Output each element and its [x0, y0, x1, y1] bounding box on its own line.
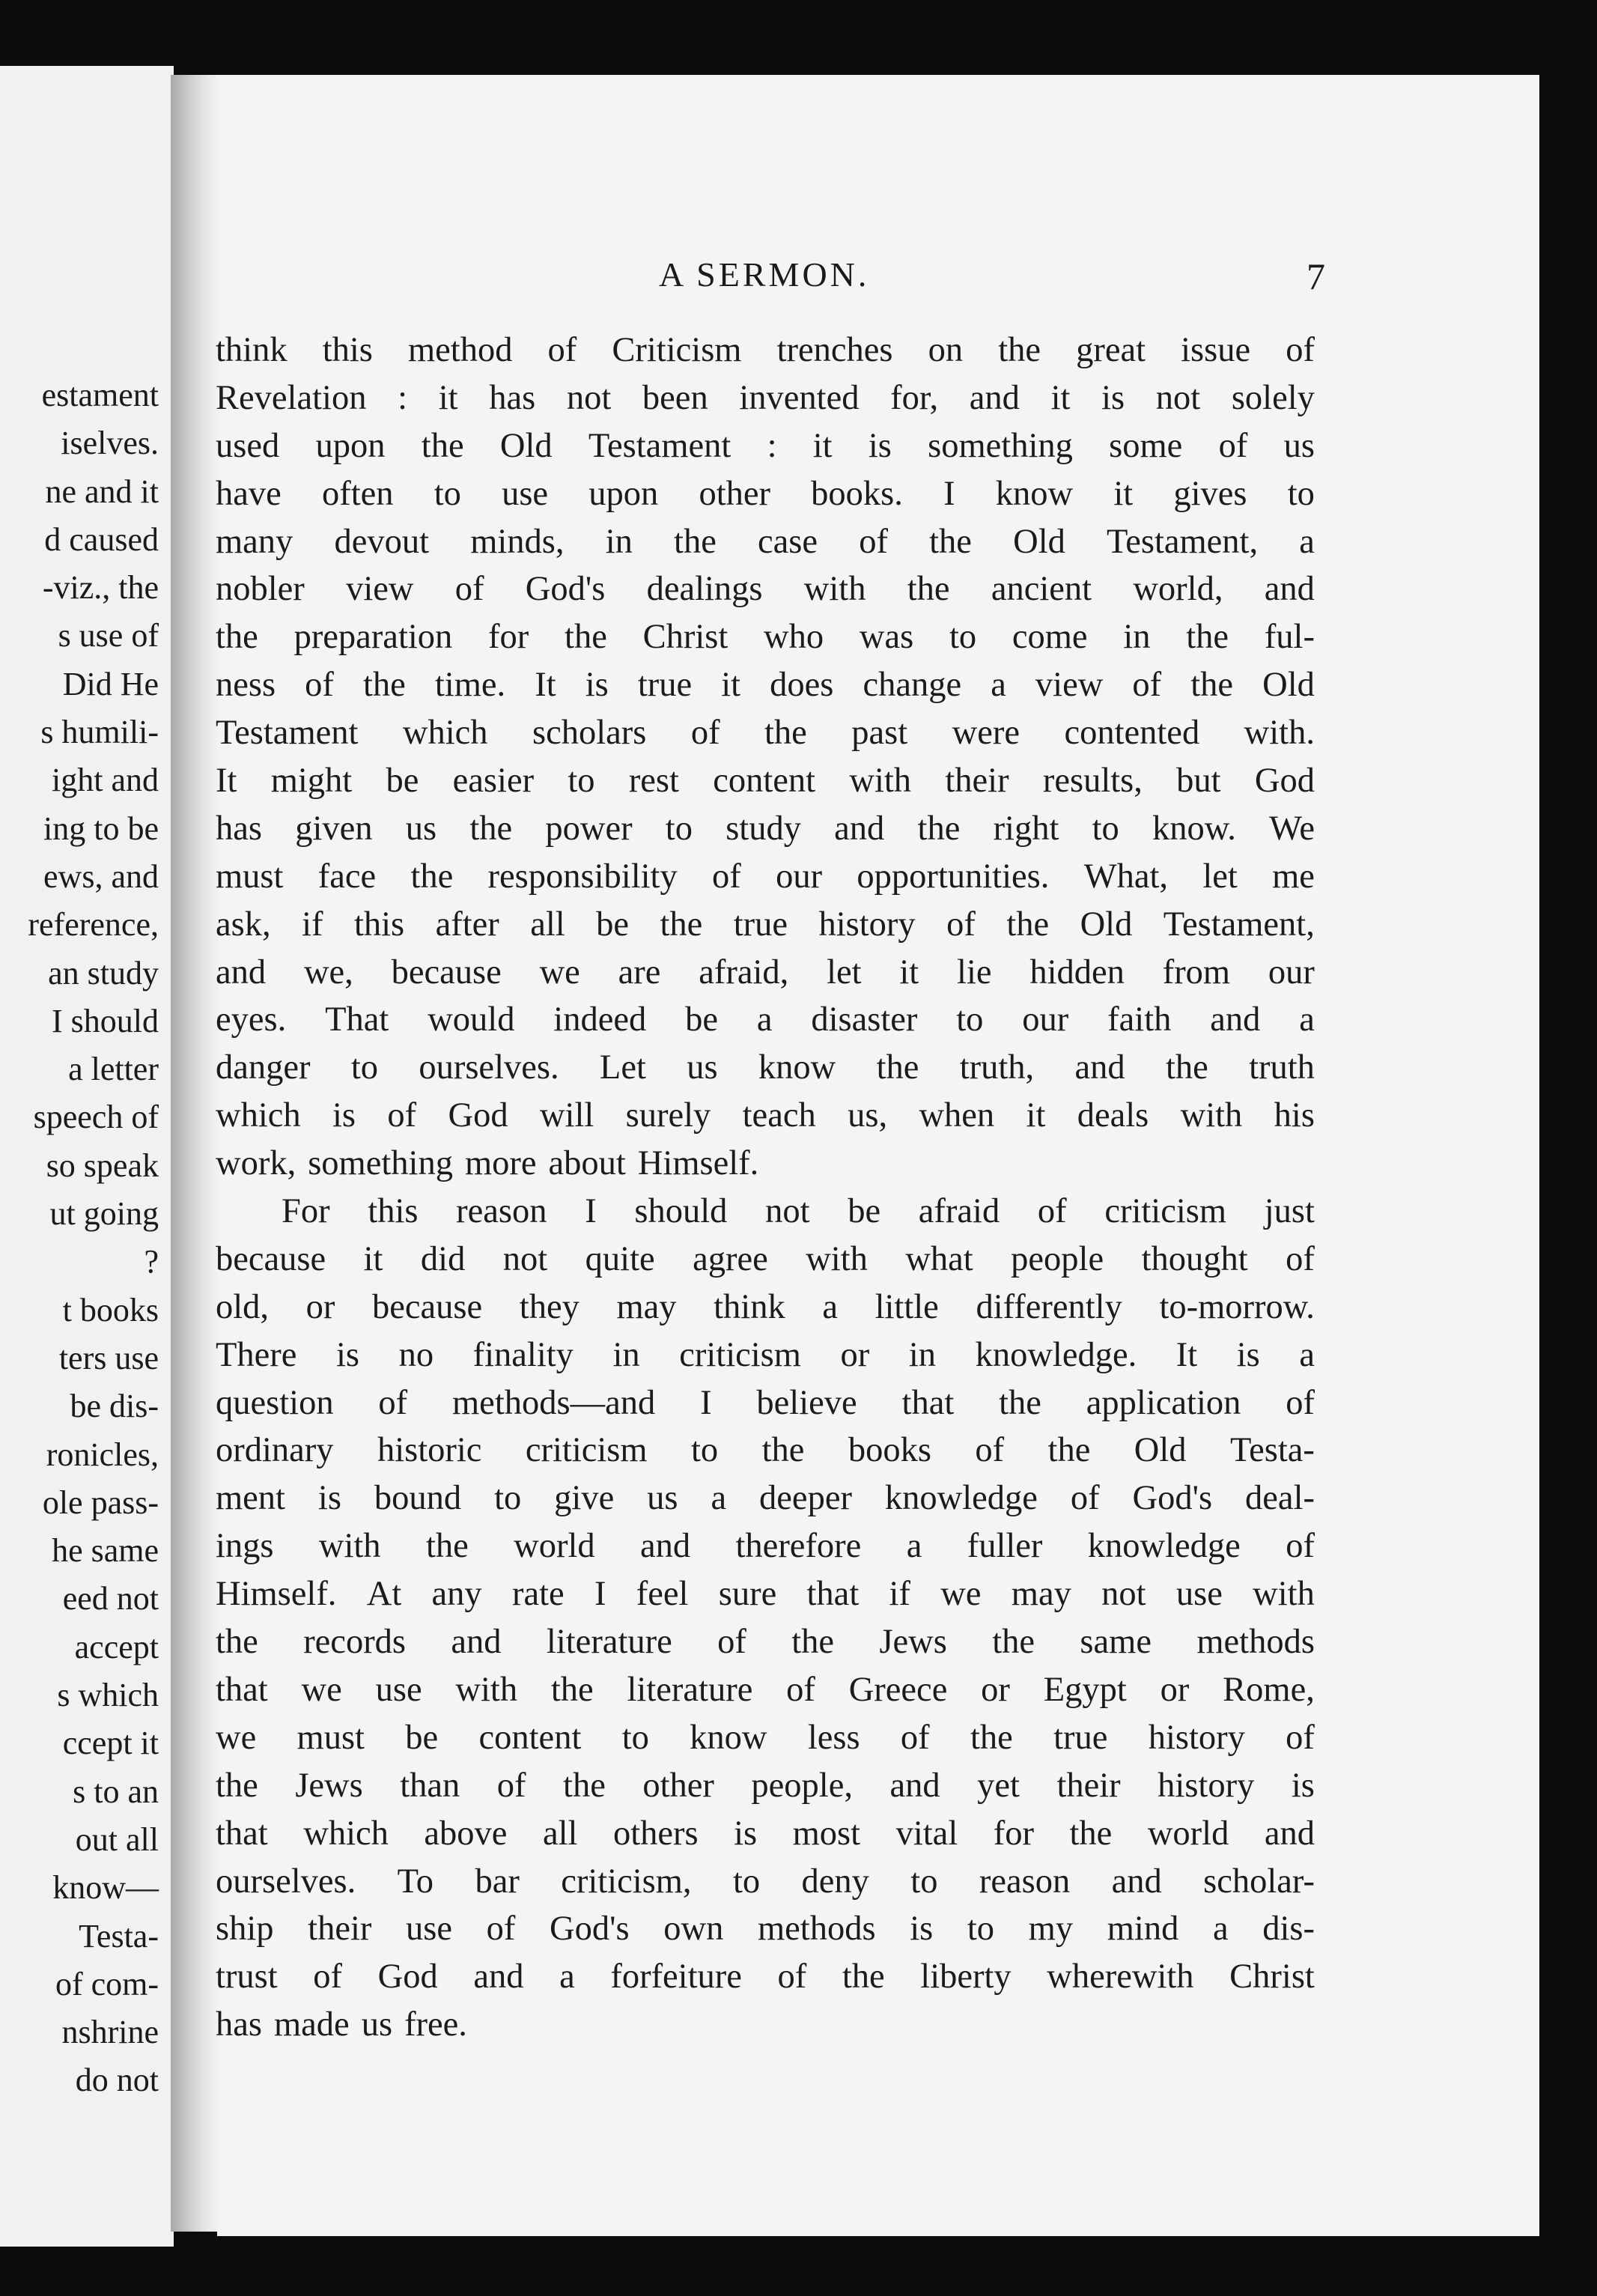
text-line: question of methods—and I believe that the application of [216, 1383, 1315, 1422]
left-page-line: d caused [44, 520, 159, 558]
text-line: work, something more about Himself. [216, 1144, 759, 1183]
left-page-line: ccept it [62, 1725, 159, 1762]
text-line: ness of the time. It is true it does change a view of the Old [216, 666, 1315, 705]
left-page-line: t books [62, 1291, 159, 1328]
text-line: danger to ourselves. Let us know the truth, and the truth [216, 1048, 1315, 1087]
text-line: ordinary historic criticism to the books of the Old Testa- [216, 1431, 1315, 1470]
left-page-line: s use of [58, 617, 159, 655]
text-line: have often to use upon other books. I know it gives to [216, 474, 1315, 513]
text-line: ask, if this after all be the true history of the Old Testament, [216, 905, 1315, 944]
text-line: has made us free. [216, 2005, 467, 2044]
left-page-line: Did He [62, 665, 159, 702]
text-line: because it did not quite agree with what people thought of [216, 1239, 1315, 1278]
left-page-text [0, 371, 159, 2105]
text-line: the records and literature of the Jews the same methods [216, 1623, 1315, 1662]
left-page-line: be dis- [70, 1388, 159, 1425]
text-line: that we use with the literature of Greece or Egypt or Rome, [216, 1670, 1315, 1709]
text-line: that which above all others is most vital for the world and [216, 1814, 1315, 1853]
text-line: eyes. That would indeed be a disaster to our faith and a [216, 1000, 1315, 1039]
text-line: ment is bound to give us a deeper knowledge of God's deal- [216, 1479, 1315, 1518]
left-page-line: ters use [58, 1339, 159, 1376]
text-line: nobler view of God's dealings with the ancient world, and [216, 570, 1315, 609]
body-text [216, 327, 1315, 2049]
text-line: ourselves. To bar criticism, to deny to reason and scholar- [216, 1862, 1315, 1901]
left-page-line: ut going [49, 1195, 159, 1233]
left-page-line: I should [52, 1002, 159, 1039]
text-line: Revelation : it has not been invented for, and it is not solely [216, 378, 1315, 417]
text-line: trust of God and a forfeiture of the liberty wherewith Christ [216, 1958, 1315, 1996]
left-page-line: ews, and [43, 857, 159, 895]
page-number: 7 [1307, 255, 1325, 297]
left-page-line: an study [48, 954, 159, 991]
paragraph [216, 327, 1315, 1188]
left-page-line: speech of [33, 1099, 159, 1136]
text-line: which is of God will surely teach us, when it deals with his [216, 1096, 1315, 1135]
book-gutter [171, 75, 220, 2232]
text-line: the preparation for the Christ who was to come in the ful- [216, 618, 1315, 657]
left-page-line: ole pass- [42, 1483, 159, 1521]
left-page-line: ing to be [43, 810, 159, 847]
left-page-line: do not [75, 2062, 159, 2099]
left-page-line: ne and it [45, 473, 159, 510]
text-line: ings with the world and therefore a fuller knowledge of [216, 1527, 1315, 1566]
text-line: ship their use of God's own methods is to my mind a dis- [216, 1910, 1315, 1949]
left-page-line: reference, [28, 906, 159, 944]
left-page-line: eed not [62, 1580, 159, 1618]
text-line: think this method of Criticism trenches on the great issue of [216, 331, 1315, 369]
running-head: A SERMON. [659, 255, 870, 294]
left-page-line: accept [74, 1628, 159, 1665]
paragraph [216, 1188, 1315, 2049]
left-page-line: -viz., the [42, 569, 159, 607]
left-page-line: s to an [73, 1773, 159, 1810]
text-line: we must be content to know less of the true history of [216, 1718, 1315, 1757]
left-page-line: ? [144, 1243, 159, 1281]
left-page-line: s which [57, 1677, 159, 1714]
left-page-line: ight and [52, 762, 159, 799]
text-line: must face the responsibility of our opportunities. What, let me [216, 857, 1315, 896]
left-page-line: Testa- [79, 1917, 159, 1955]
left-page-line: iselves. [61, 425, 159, 462]
page-header [217, 255, 1325, 307]
text-line: Testament which scholars of the past were contented with. [216, 714, 1315, 753]
left-page-line: he same [52, 1532, 159, 1570]
left-page-line: a letter [68, 1051, 159, 1088]
text-line: the Jews than of the other people, and yet their history is [216, 1766, 1315, 1805]
text-line: There is no finality in criticism or in knowledge. It is a [216, 1335, 1315, 1374]
text-line: has given us the power to study and the right to know. We [216, 809, 1315, 848]
text-line: old, or because they may think a little differently to-morrow. [216, 1287, 1315, 1326]
text-line: It might be easier to rest content with their results, but God [216, 762, 1315, 801]
left-page-line: ronicles, [46, 1436, 159, 1473]
left-page-line: of com- [55, 1965, 159, 2002]
text-line: and we, because we are afraid, let it lie hidden from our [216, 953, 1315, 991]
text-line: many devout minds, in the case of the Old Testament, a [216, 522, 1315, 561]
left-page-line: so speak [46, 1147, 159, 1184]
left-page-line: know— [52, 1869, 159, 1907]
left-page [0, 66, 174, 2247]
left-page-line: estament [41, 377, 159, 413]
text-line: For this reason I should not be afraid of criticism just [282, 1192, 1315, 1231]
text-line: used upon the Old Testament : it is something some of us [216, 426, 1315, 465]
left-page-line: nshrine [61, 2014, 159, 2051]
left-page-line: s humili- [40, 714, 159, 751]
left-page-line: out all [75, 1820, 159, 1858]
text-line: Himself. At any rate I feel sure that if we may not use with [216, 1575, 1315, 1614]
